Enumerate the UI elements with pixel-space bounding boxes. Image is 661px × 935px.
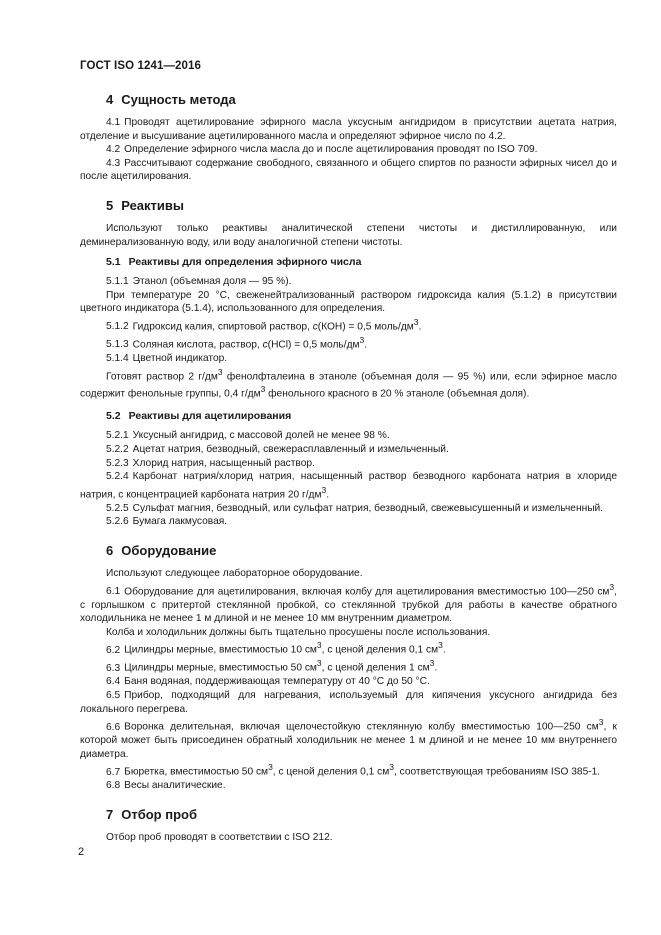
section-7-heading	[80, 807, 617, 823]
superscript: 3	[429, 658, 435, 669]
subsection-title: Реактивы для ацетилирования	[128, 410, 292, 423]
clause-text: Готовят раствор 2 г/дм	[106, 370, 218, 382]
clause-6-5	[80, 689, 617, 716]
clause-number: 6.4	[106, 676, 121, 688]
clause-text: (КОН) = 0,5 моль/дм	[317, 321, 414, 333]
superscript: 3	[598, 717, 604, 728]
clause-5-1-2	[80, 316, 617, 334]
superscript: 3	[321, 484, 327, 495]
clause-number: 5.2.4	[106, 471, 129, 483]
clause-number: 5.2.1	[106, 430, 129, 442]
clause-4-3	[80, 157, 617, 184]
clause-text: .	[442, 644, 446, 656]
clause-number: 6.8	[106, 780, 121, 792]
superscript: 3	[609, 581, 615, 592]
clause-5-2-6	[80, 515, 617, 529]
clause-text: Бюретка, вместимостью 50 см	[124, 766, 269, 778]
section-number: 7	[106, 806, 114, 822]
clause-number: 5.2.2	[106, 444, 129, 456]
clause-text: Ацетат натрия, безводный, свежерасплавленный и измельченный.	[132, 444, 449, 456]
subsection-5-1-heading	[80, 255, 617, 269]
superscript: 3	[217, 366, 223, 377]
clause-text: Рассчитывают содержание свободного, связанного и общего спиртов по разности эфирных чисел до и после ацетилирования.	[80, 157, 617, 183]
standard-designation: ГОСТ ISO 1241—2016	[80, 60, 202, 72]
superscript: 3	[413, 316, 419, 327]
section-title: Реактивы	[121, 197, 184, 213]
clause-text: Оборудование для ацетилирования, включая колбу для ацетилирования вместимостью 100—250 см	[124, 586, 610, 597]
concentration-symbol: c	[312, 321, 318, 333]
section-5-heading	[80, 198, 617, 214]
clause-text: (HCl) = 0,5 моль/дм	[267, 339, 360, 351]
superscript: 3	[359, 334, 365, 345]
clause-text: .	[364, 339, 368, 351]
document-body	[80, 92, 617, 844]
clause-number: 4.3	[106, 157, 121, 169]
clause-5-1-4-note	[80, 366, 617, 402]
superscript: 3	[316, 658, 322, 669]
clause-text: Сульфат магния, безводный, или сульфат натрия, безводный, свежевысушенный и измельченный.	[132, 502, 604, 514]
clause-number: 6.6	[106, 721, 121, 733]
clause-text: Хлорид натрия, насыщенный раствор.	[132, 457, 315, 469]
clause-6-3	[80, 657, 617, 675]
clause-text: Баня водяная, поддерживающая температуру от 40 °С до 50 °С.	[124, 676, 430, 688]
section-title: Сущность метода	[121, 92, 236, 107]
clause-4-2	[80, 143, 617, 157]
clause-5-2-4	[80, 470, 617, 502]
clause-number: 6.3	[106, 662, 121, 674]
clause-text: , с ценой деления 0,1 см	[321, 644, 439, 656]
clause-text: , с ценой деления 1 см	[321, 662, 430, 674]
clause-number: 5.1.4	[106, 352, 129, 364]
clause-6-7	[80, 761, 617, 779]
clause-number: 5.1.1	[106, 276, 129, 288]
clause-number: 5.1.2	[106, 321, 129, 333]
clause-5-2-2	[80, 443, 617, 457]
section-number: 6	[106, 543, 114, 559]
clause-text: Карбонат натрия/хлорид натрия, насыщенный раствор безводного карбоната натрия в хлориде натрия, с концентрацией карбоната натрия 20 г/дм	[80, 471, 617, 501]
section-title: Оборудование	[121, 543, 217, 559]
clause-text: Этанол (объемная доля — 95 %).	[132, 276, 292, 288]
clause-5-2-1	[80, 429, 617, 443]
clause-6-4	[80, 675, 617, 689]
superscript: 3	[316, 640, 322, 651]
clause-number: 6.1	[106, 586, 121, 597]
subsection-5-2-heading	[80, 409, 617, 423]
clause-text: , с горлышком с притертой стеклянной пробкой, со стеклянной трубкой для работы в качестве обратного холодильника не менее 1 м длиной и не менее 10 мм внутренним диаметром.	[80, 586, 617, 625]
clause-text: , с ценой деления 0,1 см	[272, 766, 390, 778]
clause-number: 4.1	[106, 117, 121, 128]
clause-number: 5.1.3	[106, 339, 129, 351]
superscript: 3	[389, 762, 394, 773]
section-number: 5	[106, 197, 114, 213]
superscript: 3	[268, 762, 273, 773]
clause-text: .	[326, 489, 330, 501]
clause-text: Проводят ацетилирование эфирного масла уксусным ангидридом в присутствии ацетата натрия, отделение и высушивание ацетилированного масла и определяют эфирное число по 4.2.	[80, 117, 617, 142]
clause-5-2-5	[80, 502, 617, 516]
clause-text: , соответствующая требованиям ISO 385-1.	[393, 766, 601, 778]
superscript: 3	[260, 384, 266, 395]
clause-text: Цилиндры мерные, вместимостью 10 см	[124, 644, 317, 656]
section-title: Отбор проб	[121, 806, 197, 822]
clause-text: Цветной индикатор.	[132, 352, 228, 364]
clause-text: .	[434, 662, 438, 674]
clause-text: фенолфталеина в этаноле (объемная доля — 95 %) или, если эфирное масло содержит фенольные группы, 0,4 г/дм	[80, 370, 617, 400]
subsection-title: Реактивы для определения эфирного числа	[128, 256, 362, 269]
clause-7-text: Отбор проб проводят в соответствии с ISO 212.	[106, 831, 333, 843]
clause-6-1-note: Колба и холодильник должны быть тщательно просушены после использования.	[106, 626, 491, 638]
clause-text: Бумага лакмусовая.	[132, 516, 228, 528]
clause-number: 5.2.6	[106, 516, 129, 528]
clause-text: Прибор, подходящий для нагревания, используемый для кипячения уксусного ангидрида без локального перегрева.	[80, 689, 617, 715]
clause-text: .	[418, 321, 422, 333]
clause-5-2-3	[80, 457, 617, 471]
concentration-symbol: c	[262, 339, 268, 351]
clause-text: , к которой может быть присоединен обратный холодильник не менее 1 м длиной и не менее 10 мм внутреннего диаметра.	[80, 721, 617, 760]
clause-6-1	[80, 581, 617, 626]
subsection-number: 5.1	[106, 256, 121, 269]
clause-number: 6.2	[106, 644, 121, 656]
section-number: 4	[106, 92, 114, 107]
clause-text: Цилиндры мерные, вместимостью 50 см	[124, 662, 317, 674]
clause-number: 5.2.5	[106, 502, 129, 514]
clause-6-8	[80, 779, 617, 793]
clause-text: Соляная кислота, раствор,	[132, 339, 263, 351]
clause-text: Уксусный ангидрид, с массовой долей не менее 98 %.	[132, 430, 390, 442]
clause-text: Определение эфирного числа масла до и после ацетилирования проводят по ISO 709.	[124, 144, 538, 156]
clause-text: Воронка делительная, включая щелочестойкую стеклянную колбу вместимостью 100—250 см	[124, 721, 599, 733]
section-6-intro: Используют следующее лабораторное оборудование.	[106, 568, 363, 580]
page-number: 2	[78, 846, 85, 858]
section-4-heading	[80, 92, 617, 108]
clause-6-6	[80, 716, 617, 761]
clause-text: Весы аналитические.	[124, 780, 226, 792]
clause-number: 6.7	[106, 766, 121, 778]
clause-6-2	[80, 639, 617, 657]
subsection-number: 5.2	[106, 410, 121, 423]
superscript: 3	[438, 640, 443, 651]
clause-5-1-3	[80, 334, 617, 352]
clause-text: фенольного красного в 20 % этаноле (объемная доля).	[265, 388, 530, 400]
clause-5-1-4	[80, 352, 617, 366]
clause-number: 6.5	[106, 689, 121, 701]
clause-number: 4.2	[106, 144, 121, 156]
section-6-heading	[80, 543, 617, 559]
clause-4-1	[80, 116, 617, 143]
clause-5-1-1-note: При температуре 20 °С, свеженейтрализованный раствором гидроксида калия (5.1.2) в присутствии цветного индикатора (5.1.4), использованного для определения.	[80, 289, 617, 315]
clause-text: Гидроксид калия, спиртовой раствор,	[132, 321, 313, 333]
section-5-intro: Используют только реактивы аналитической степени чистоты и дистиллированную, или деминерализованную воду, или воду аналогичной степени чистоты.	[80, 222, 617, 248]
clause-number: 5.2.3	[106, 457, 129, 469]
clause-5-1-1	[80, 275, 617, 289]
